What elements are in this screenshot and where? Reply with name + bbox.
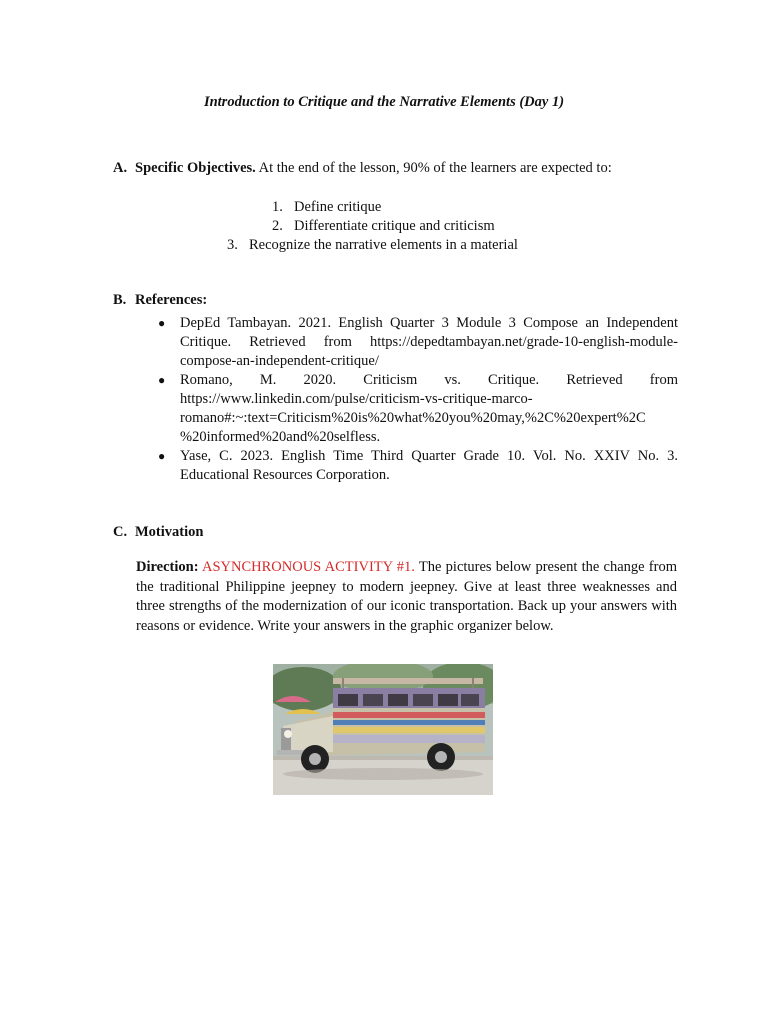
bullet-icon: ● <box>158 449 166 463</box>
jeepney-photo <box>273 664 493 795</box>
activity-label: ASYNCHRONOUS ACTIVITY #1. <box>201 559 415 575</box>
section-b-label: References: <box>135 292 208 308</box>
reference-line: romano#:~:text=Criticism%20is%20what%20you%20may,%2C%20expert%2C <box>180 410 646 426</box>
reference-line: Romano, M. 2020. Criticism vs. Critique. Retrieved from <box>180 372 678 388</box>
objective-item <box>272 199 381 216</box>
reference-line: Educational Resources Corporation. <box>180 467 390 483</box>
jeepney-image <box>273 664 493 795</box>
section-c-heading <box>113 524 203 541</box>
bullet-icon: ● <box>158 373 166 387</box>
objective-number: 1. <box>272 199 283 215</box>
section-b-heading <box>113 292 207 309</box>
reference-item <box>158 447 678 485</box>
reference-item <box>158 314 678 371</box>
references-list <box>158 314 678 485</box>
objective-item <box>227 237 518 254</box>
section-b-letter: B. <box>113 292 127 308</box>
objective-text: Recognize the narrative elements in a material <box>249 237 518 253</box>
bullet-icon: ● <box>158 316 166 330</box>
reference-item <box>158 371 678 447</box>
reference-line: compose-an-independent-critique/ <box>180 353 379 369</box>
section-a-letter: A. <box>113 160 128 176</box>
direction-paragraph <box>136 558 677 636</box>
objective-text: Define critique <box>294 199 382 215</box>
reference-line: %20informed%20and%20selfless. <box>180 429 381 445</box>
objective-number: 3. <box>227 237 238 253</box>
direction-label: Direction: <box>136 559 199 575</box>
page-title: Introduction to Critique and the Narrative Elements (Day 1) <box>203 94 565 110</box>
reference-line: Yase, C. 2023. English Time Third Quarter Grade 10. Vol. No. XXIV No. 3. <box>180 448 678 464</box>
reference-line: DepEd Tambayan. 2021. English Quarter 3 Module 3 Compose an Independent <box>180 315 678 331</box>
reference-line: https://www.linkedin.com/pulse/criticism-vs-critique-marco- <box>180 391 533 407</box>
objective-item <box>272 218 495 235</box>
reference-line: Critique. Retrieved from https://depedtambayan.net/grade-10-english-module- <box>180 334 678 350</box>
section-a-label: Specific Objectives. <box>135 160 256 176</box>
objective-text: Differentiate critique and criticism <box>294 218 495 234</box>
section-c-letter: C. <box>113 524 128 540</box>
direction-text: The pictures below present the change from the traditional Philippine jeepney to modern jeepney. Give at least three weaknesses and three strengths of the modernization of our iconic transportation. Back up your answers with reasons or evidence. Write your answers in the graphic organizer below. <box>136 559 677 634</box>
section-c-label: Motivation <box>135 524 204 540</box>
objective-number: 2. <box>272 218 283 234</box>
section-a-intro: At the end of the lesson, 90% of the learners are expected to: <box>255 160 612 176</box>
section-a-heading <box>113 160 612 177</box>
